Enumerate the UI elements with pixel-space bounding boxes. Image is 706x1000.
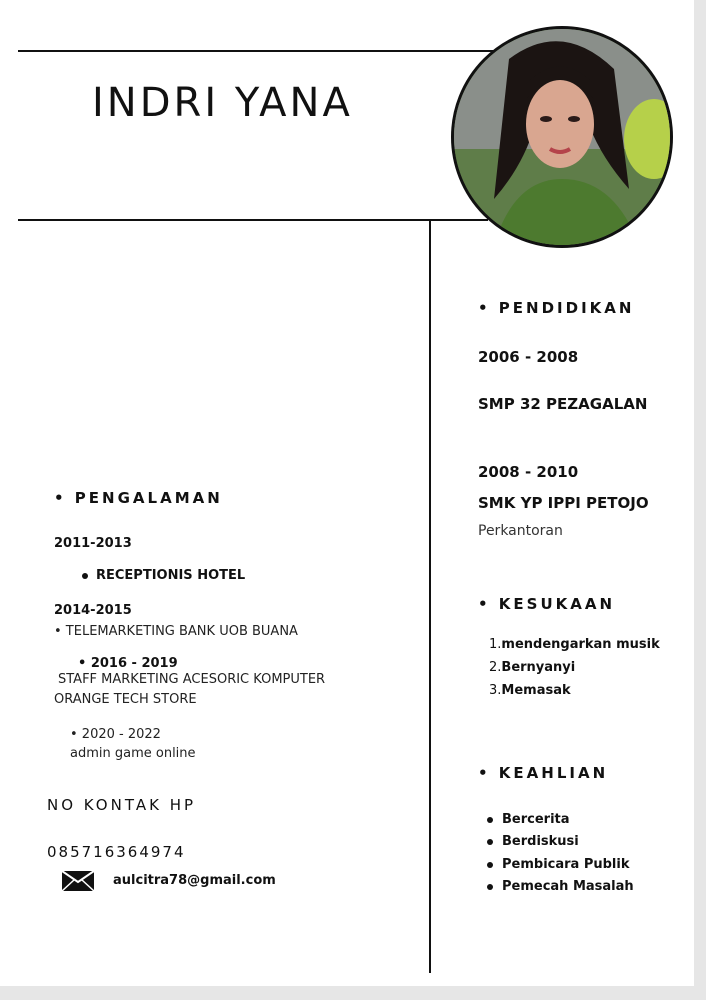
- bullet-icon: [487, 817, 493, 823]
- bullet-icon: [82, 573, 88, 579]
- skill-item: [487, 857, 630, 872]
- education-school-1: SMP 32 PEZAGALAN: [478, 395, 648, 413]
- hobby-item: [489, 637, 660, 652]
- education-school-2: SMK YP IPPI PETOJO: [478, 494, 649, 512]
- hobby-label: Bernyanyi: [501, 660, 576, 675]
- experience-period-3: • 2016 - 2019: [78, 656, 178, 671]
- skill-label: Berdiskusi: [502, 834, 579, 849]
- education-major-2: Perkantoran: [478, 523, 563, 539]
- profile-photo: [451, 26, 673, 248]
- hobby-number: 3.: [489, 683, 502, 698]
- bullet-icon: [487, 884, 493, 890]
- column-divider: [429, 221, 431, 973]
- hobby-item: [489, 683, 571, 698]
- experience-title: • PENGALAMAN: [54, 489, 223, 507]
- skill-item: [487, 834, 579, 849]
- bullet-icon: [487, 839, 493, 845]
- experience-period-2: 2014-2015: [54, 603, 132, 618]
- hobby-item: [489, 660, 575, 675]
- skill-label: Pemecah Masalah: [502, 879, 634, 894]
- header-top-rule: [18, 50, 498, 52]
- experience-role-3-line1: STAFF MARKETING ACESORIC KOMPUTER: [58, 672, 326, 687]
- experience-role-3-line2: ORANGE TECH STORE: [54, 692, 197, 707]
- resume-name: INDRI YANA: [92, 80, 353, 126]
- skill-label: Bercerita: [502, 812, 570, 827]
- hobby-number: 1.: [489, 637, 502, 652]
- skill-item: [487, 812, 570, 827]
- experience-role-1-text: RECEPTIONIS HOTEL: [96, 568, 246, 583]
- experience-role-1: [82, 568, 245, 583]
- hobby-number: 2.: [489, 660, 502, 675]
- contact-email[interactable]: aulcitra78@gmail.com: [113, 873, 276, 888]
- experience-role-2: • TELEMARKETING BANK UOB BUANA: [54, 624, 298, 639]
- education-period-2: 2008 - 2010: [478, 463, 579, 481]
- experience-period-4: • 2020 - 2022: [70, 727, 161, 742]
- email-icon: [62, 871, 94, 895]
- contact-label: NO KONTAK HP: [47, 796, 197, 814]
- skills-title: • KEAHLIAN: [478, 764, 609, 782]
- skill-item: [487, 879, 634, 894]
- hobbies-title: • KESUKAAN: [478, 595, 616, 613]
- experience-period-1: 2011-2013: [54, 536, 132, 551]
- experience-role-4: admin game online: [70, 746, 196, 761]
- hobby-label: Memasak: [501, 683, 571, 698]
- skill-label: Pembicara Publik: [502, 857, 630, 872]
- bullet-icon: [487, 862, 493, 868]
- education-title: • PENDIDIKAN: [478, 299, 635, 317]
- education-period-1: 2006 - 2008: [478, 348, 579, 366]
- contact-phone: 085716364974: [47, 843, 186, 861]
- hobby-label: mendengarkan musik: [501, 637, 660, 652]
- header-bottom-rule: [18, 219, 488, 221]
